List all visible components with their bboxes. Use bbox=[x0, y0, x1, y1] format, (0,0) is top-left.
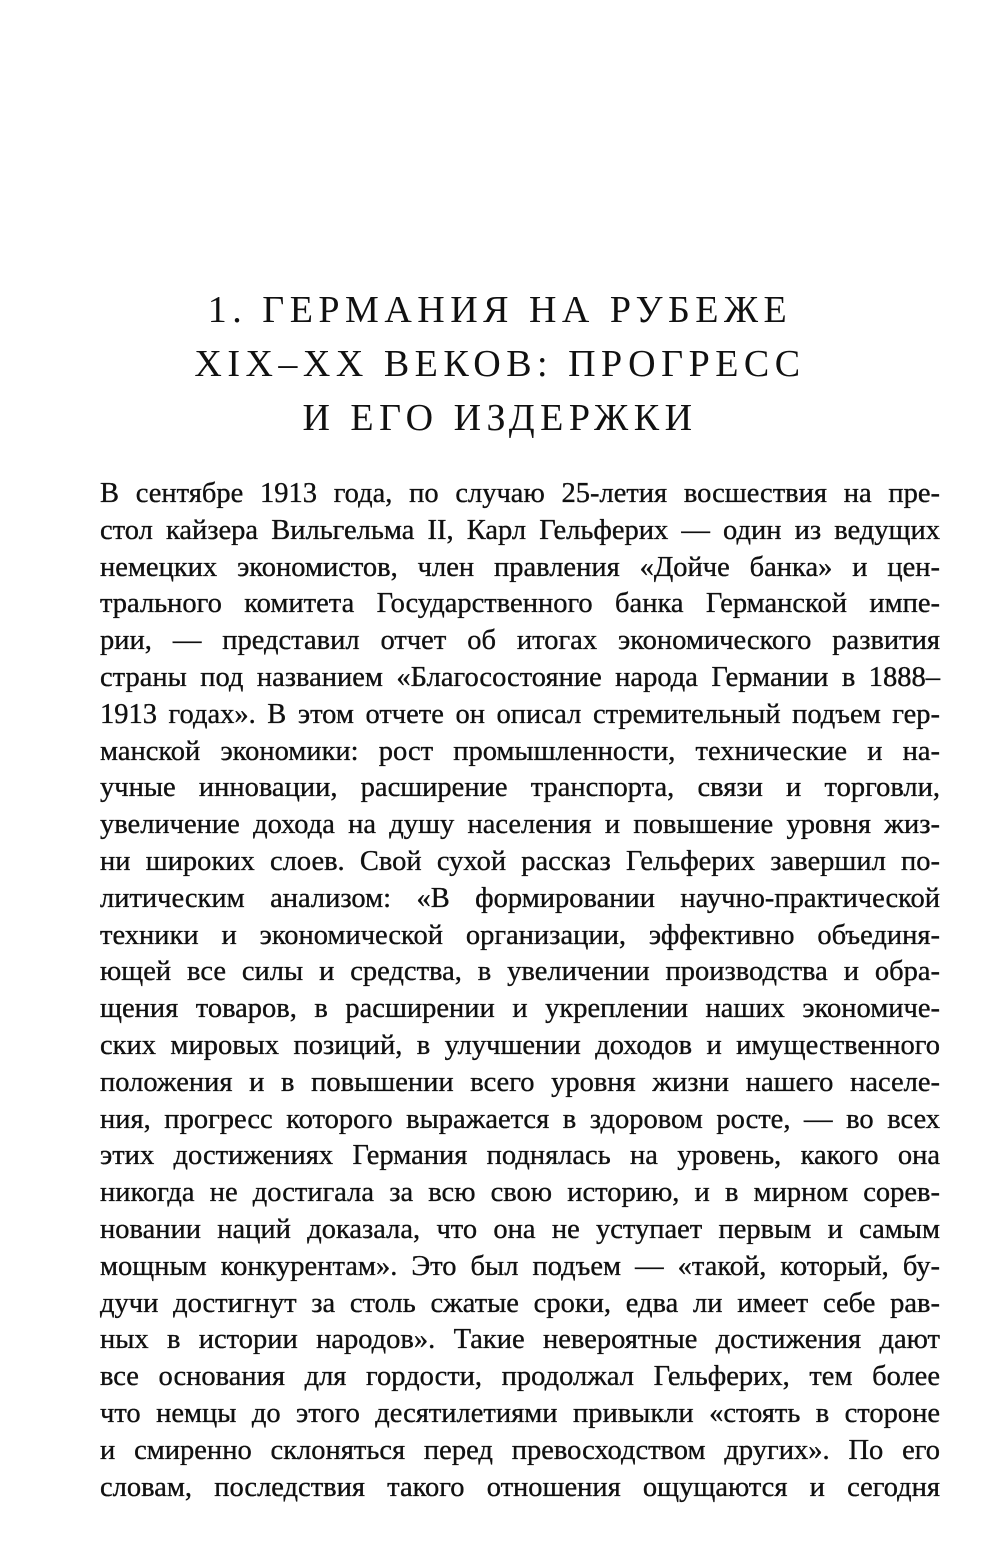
text-line: словам, последствия такого отношения ощущаются и сегодня bbox=[100, 1471, 940, 1503]
text-line: что немцы до этого десятилетиями привыкли «стоять в стороне bbox=[100, 1397, 940, 1429]
text-line: трального комитета Государственного банка Германской импе- bbox=[100, 588, 940, 620]
text-line: ских мировых позиций, в улучшении доходов и имущественного bbox=[100, 1029, 940, 1061]
text-line: учные инновации, расширение транспорта, связи и торговли, bbox=[100, 772, 940, 804]
text-line: увеличение дохода на душу населения и повышение уровня жиз- bbox=[100, 809, 940, 841]
text-line: мощным конкурентам». Это был подъем — «такой, который, бу- bbox=[100, 1250, 940, 1282]
text-line: положения и в повышении всего уровня жизни нашего населе- bbox=[100, 1066, 940, 1098]
text-line: манской экономики: рост промышленности, технические и на- bbox=[100, 735, 940, 767]
body-paragraph bbox=[100, 476, 940, 1506]
text-line: В сентябре 1913 года, по случаю 25-летия восшествия на пре- bbox=[100, 478, 940, 509]
text-line: ни широких слоев. Свой сухой рассказ Гельферих завершил по- bbox=[100, 845, 940, 877]
text-line: все основания для гордости, продолжал Гельферих, тем более bbox=[100, 1361, 940, 1393]
chapter-title bbox=[0, 283, 1000, 445]
text-line: никогда не достигала за всю свою историю, и в мирном сорев- bbox=[100, 1177, 940, 1209]
text-line: ния, прогресс которого выражается в здоровом росте, — во всех bbox=[100, 1103, 940, 1135]
text-line: и смиренно склоняться перед превосходством других». По его bbox=[100, 1434, 940, 1466]
text-line: ных в истории народов». Такие невероятные достижения дают bbox=[100, 1324, 940, 1356]
text-line: этих достижениях Германия поднялась на уровень, какого она bbox=[100, 1140, 940, 1172]
text-line: щения товаров, в расширении и укреплении наших экономиче- bbox=[100, 993, 940, 1025]
text-line: стол кайзера Вильгельма II, Карл Гельферих — один из ведущих bbox=[100, 514, 940, 546]
chapter-title-line-1: 1. ГЕРМАНИЯ НА РУБЕЖЕ bbox=[207, 289, 793, 331]
text-line: литическим анализом: «В формировании научно-практической bbox=[100, 882, 940, 914]
text-line: рии, — представил отчет об итогах экономического развития bbox=[100, 625, 940, 657]
text-line: 1913 годах». В этом отчете он описал стремительный подъем гер- bbox=[100, 698, 940, 730]
text-line: новании наций доказала, что она не уступает первым и самым bbox=[100, 1213, 940, 1245]
text-line: немецких экономистов, член правления «Дойче банка» и цен- bbox=[100, 551, 940, 583]
text-line: страны под названием «Благосостояние народа Германии в 1888– bbox=[100, 661, 940, 693]
chapter-title-line-3: И ЕГО ИЗДЕРЖКИ bbox=[302, 397, 698, 439]
text-line: техники и экономической организации, эффективно объединя- bbox=[100, 919, 940, 951]
text-line: ющей все силы и средства, в увеличении производства и обра- bbox=[100, 956, 940, 988]
chapter-title-line-2: XIX–XX ВЕКОВ: ПРОГРЕСС bbox=[194, 343, 806, 385]
text-line: дучи достигнут за столь сжатые сроки, едва ли имеет себе рав- bbox=[100, 1287, 940, 1319]
